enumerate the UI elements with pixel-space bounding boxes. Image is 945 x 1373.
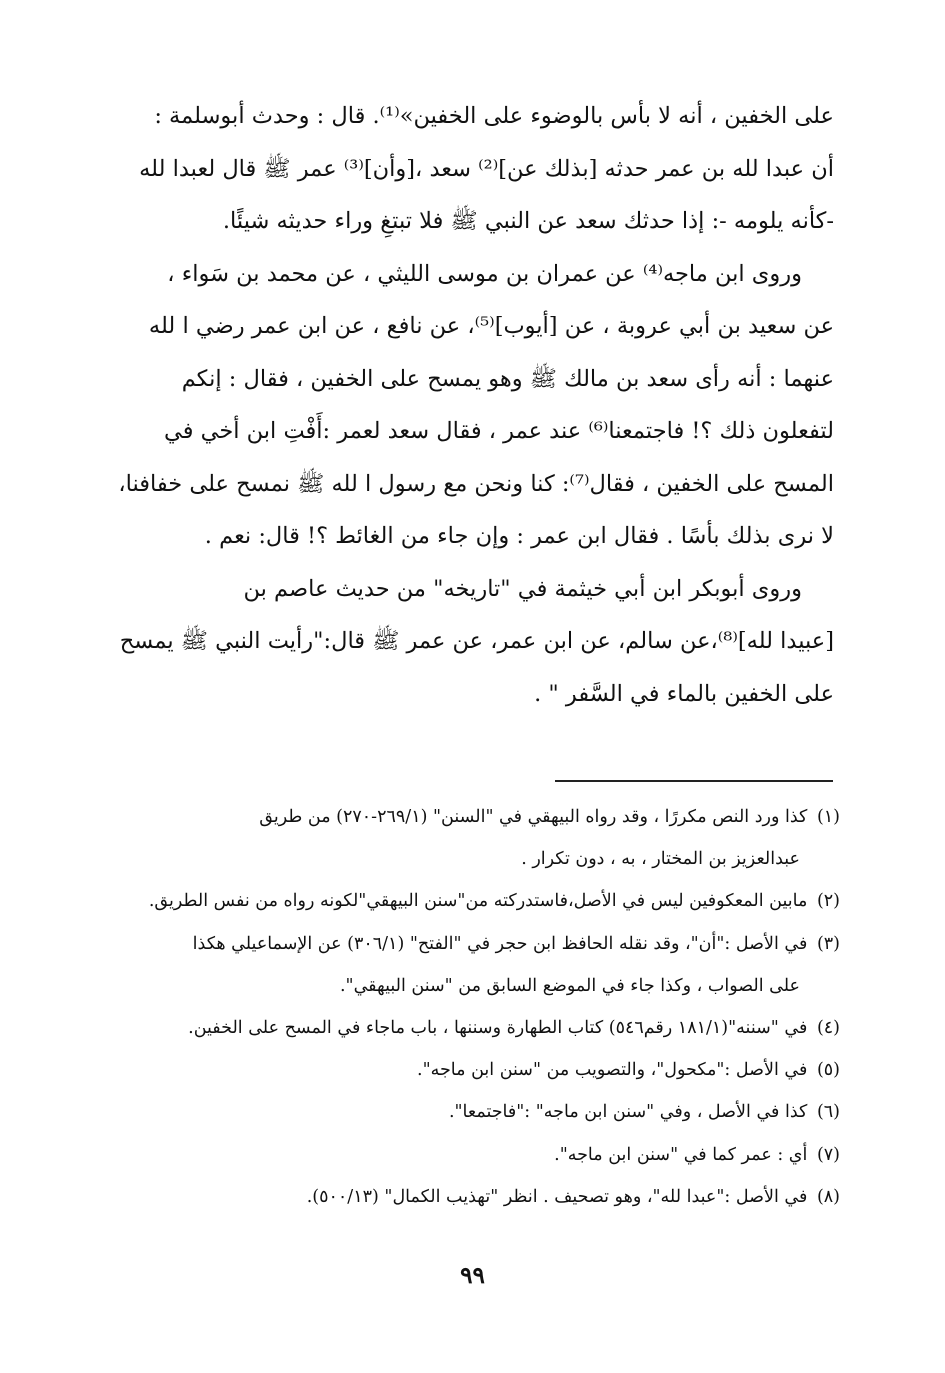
footnote-text: في الأصل :"مكحول"، والتصويب من "سنن ابن ماجه".: [417, 1060, 808, 1081]
footnote-text: كذا في الأصل ، وفي "سنن ابن ماجه" :"فاجتمعا".: [448, 1102, 808, 1123]
text-line: على الخفين بالماء في السَّفر " .: [534, 680, 834, 707]
footnote-number: (٣): [816, 933, 840, 954]
text-line: على الخفين ، أنه لا بأس بالوضوء على الخفين»⁽¹⁾. قال : وحدث أبوسلمة :: [154, 103, 834, 129]
footnote-number: (٧): [816, 1144, 840, 1165]
footnotes: [108, 796, 840, 1218]
paragraph-3: [104, 563, 834, 721]
text-line: [عبيدا لله]⁽⁸⁾،عن سالم، عن ابن عمر، عن عمر ﷺ قال:"رأيت النبي ﷺ يمسح: [119, 628, 834, 654]
footnote-text: على الصواب ، وكذا جاء في الموضع السابق من "سنن البيهقي".: [339, 975, 800, 996]
footnote-5: [108, 1049, 840, 1091]
footnote-2: [108, 880, 840, 922]
footnote-text: عبدالعزيز بن المختار ، به ، دون تكرار .: [521, 849, 800, 870]
footnote-number: (٢): [816, 891, 840, 912]
footnote-3: [108, 923, 840, 965]
footnote-text: أي : عمر كما في "سنن ابن ماجه".: [554, 1144, 808, 1165]
main-text: [104, 90, 834, 720]
footnote-number: (٦): [816, 1102, 840, 1123]
footnote-6: [108, 1091, 840, 1133]
footnote-1-continuation: [108, 838, 840, 880]
text-line: عنهما : أنه رأى سعد بن مالك ﷺ وهو يمسح على الخفين ، فقال : إنكم: [181, 365, 834, 392]
footnote-7: [108, 1134, 840, 1176]
footnote-number: (٨): [816, 1186, 840, 1207]
text-line: وروى أبوبكر ابن أبي خيثمة في "تاريخه" من حديث عاصم بن: [243, 575, 802, 602]
text-line: لتفعلون ذلك ؟! فاجتمعنا⁽⁶⁾ عند عمر ، فقال سعد لعمر :أَفْتِ ابن أخي في: [163, 418, 834, 444]
text-line: أن عبدا لله بن عمر حدثه [بذلك عن]⁽²⁾ سعد ،[وأن]⁽³⁾ عمر ﷺ قال لعبدا لله: [139, 155, 834, 182]
footnote-text: مابين المعكوفين ليس في الأصل،فاستدركته من"سنن البيهقي"لكونه رواه من نفس الطريق.: [148, 891, 808, 912]
text-line: لا نرى بذلك بأسًا . فقال ابن عمر : وإن جاء من الغائط ؟! قال: نعم .: [204, 523, 834, 549]
text-line: المسح على الخفين ، فقال⁽⁷⁾: كنا ونحن مع رسول ا لله ﷺ نمسح على خفافنا،: [118, 470, 834, 497]
footnote-1: [108, 796, 840, 838]
footnote-number: (١): [816, 807, 840, 827]
text-line: -كأنه يلومه -: إذا حدثك سعد عن النبي ﷺ فلا تبتغِ وراء حديثه شيئًا.: [222, 208, 834, 234]
footnote-text: في الأصل :"عبدا لله"، وهو تصحيف . انظر "تهذيب الكمال" (٥٠٠/١٣).: [306, 1186, 808, 1207]
footnote-text: كذا ورد النص مكررًا ، وقد رواه البيهقي في "السنن" (٢٦٩/١-٢٧٠) من طريق: [259, 807, 808, 827]
footnote-number: (٤): [816, 1018, 840, 1039]
footnote-number: (٥): [816, 1060, 840, 1081]
text-line: عن سعيد بن أبي عروبة ، عن [أيوب]⁽⁵⁾، عن نافع ، عن ابن عمر رضي ا لله: [148, 313, 834, 339]
footnote-8: [108, 1176, 840, 1218]
footnote-4: [108, 1007, 840, 1049]
text-line: وروى ابن ماجه⁽⁴⁾ عن عمران بن موسى الليثي ، عن محمد بن سَواء ،: [167, 260, 802, 287]
footnote-3-continuation: [108, 965, 840, 1007]
paragraph-1: [104, 90, 834, 248]
footnote-text: في "سننه"(١٨١/١ رقم٥٤٦) كتاب الطهارة وسننها ، باب ماجاء في المسح على الخفين.: [188, 1018, 808, 1039]
footnote-separator: [555, 780, 833, 782]
paragraph-2: [104, 248, 834, 563]
footnote-text: في الأصل :"أن"، وقد نقله الحافظ ابن حجر في "الفتح" (٣٠٦/١) عن الإسماعيلي هكذا: [192, 933, 808, 954]
page-number: ٩٩: [460, 1262, 485, 1289]
